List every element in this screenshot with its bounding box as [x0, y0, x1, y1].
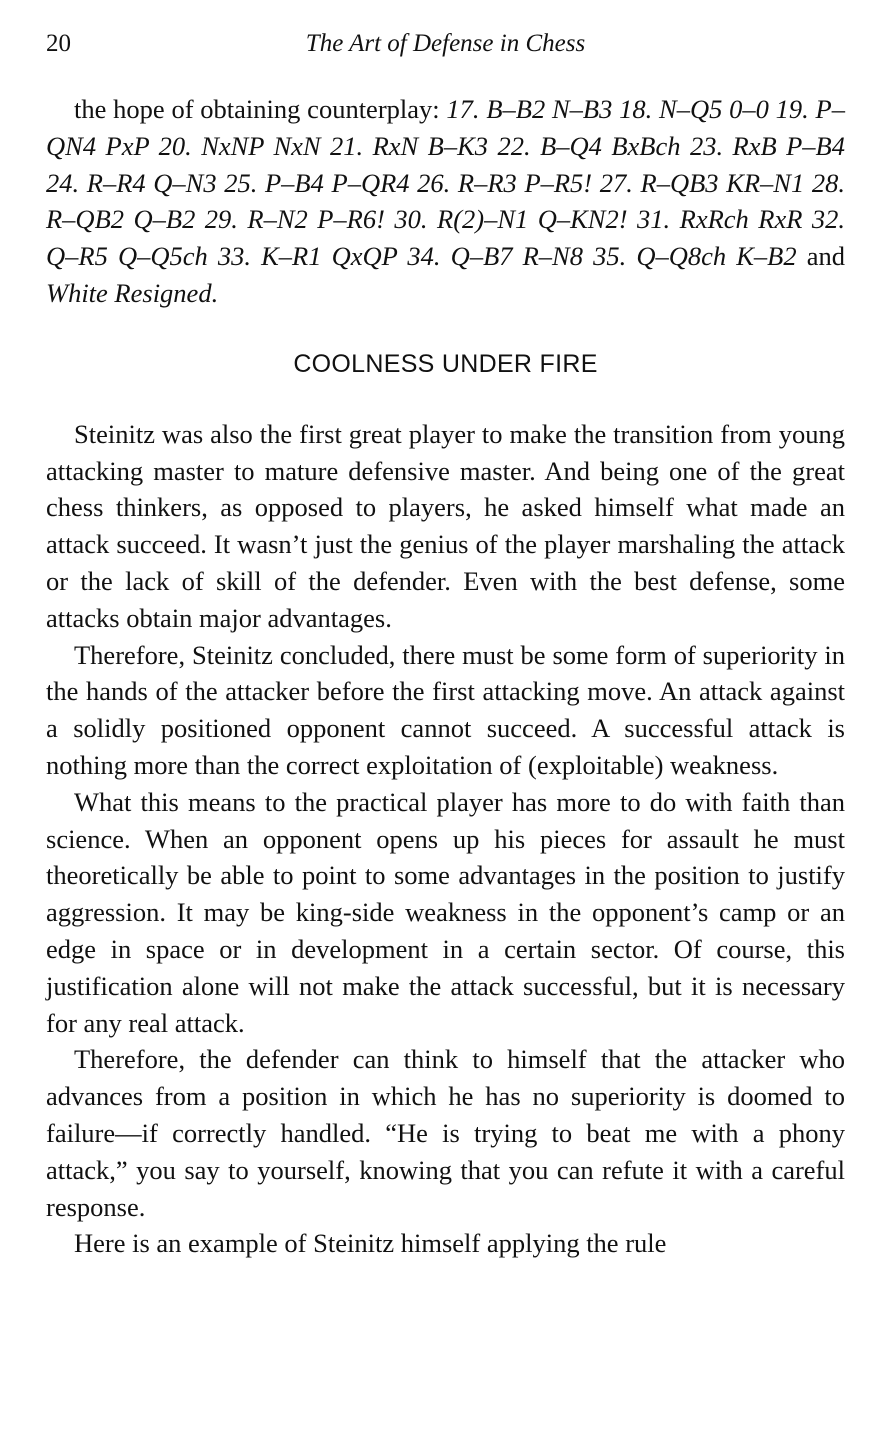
paragraph: Steinitz was also the first great player to make the transition from young attacking master to mature defensive master. And being one of the great chess thinkers, as opposed to players, he asked himself what made an attack succeed. It wasn’t just the genius of the player marshaling the attack or the lack of skill of the defender. Even with the best defense, some attacks obtain major advantages.	[46, 418, 845, 633]
body-text	[46, 91, 845, 1262]
game-result: White Resigned.	[46, 277, 219, 308]
page-number: 20	[46, 30, 71, 57]
running-head	[46, 30, 845, 64]
paragraph: Here is an example of Steinitz himself applying the rule	[74, 1228, 667, 1259]
book-title: The Art of Defense in Chess	[305, 30, 586, 57]
move-list: 17. B–B2 N–B3 18. N–Q5 0–0 19. P–QN4 PxP 20. NxNP NxN 21. RxN B–K3 22. B–Q4 BxBch 23. RxB P–B4 24. R–R4 Q–N3 25. P–B4 P–QR4 26. R–R3 P–R5! 27. R–QB3 KR–N1 28. R–QB2 Q–B2 29. R–N2 P–R6! 30. R(2)–N1 Q–KN2! 31. RxRch RxR 32. Q–R5 Q–Q5ch 33. K–R1 QxQP 34. Q–B7 R–N8 35. Q–Q8ch K–B2	[46, 94, 845, 272]
paragraph: Therefore, the defender can think to himself that the attacker who advances from a position in which he has no superiority is doomed to failure—if correctly handled. “He is trying to beat me with a phony attack,” you say to yourself, knowing that you can refute it with a careful response.	[46, 1044, 845, 1222]
paragraph: What this means to the practical player has more to do with faith than science. When an opponent opens up his pieces for assault he must theoretically be able to point to some advantages in the position to justify aggression. It may be king-side weakness in the opponent’s camp or an edge in space or in development in a certain sector. Of course, this justification alone will not make the attack successful, but it is necessary for any real attack.	[46, 786, 845, 1038]
section-heading: COOLNESS UNDER FIRE	[293, 349, 598, 378]
game-continuation-paragraph	[46, 91, 845, 312]
continuation-intro: the hope of obtaining counterplay:	[74, 94, 447, 124]
paragraph: Therefore, Steinitz concluded, there must be some form of superiority in the hands of the attacker before the first attacking move. An attack against a solidly positioned opponent cannot succeed. A successful attack is nothing more than the correct exploitation of (exploitable) weakness.	[46, 639, 845, 780]
continuation-connector: and	[796, 241, 846, 272]
